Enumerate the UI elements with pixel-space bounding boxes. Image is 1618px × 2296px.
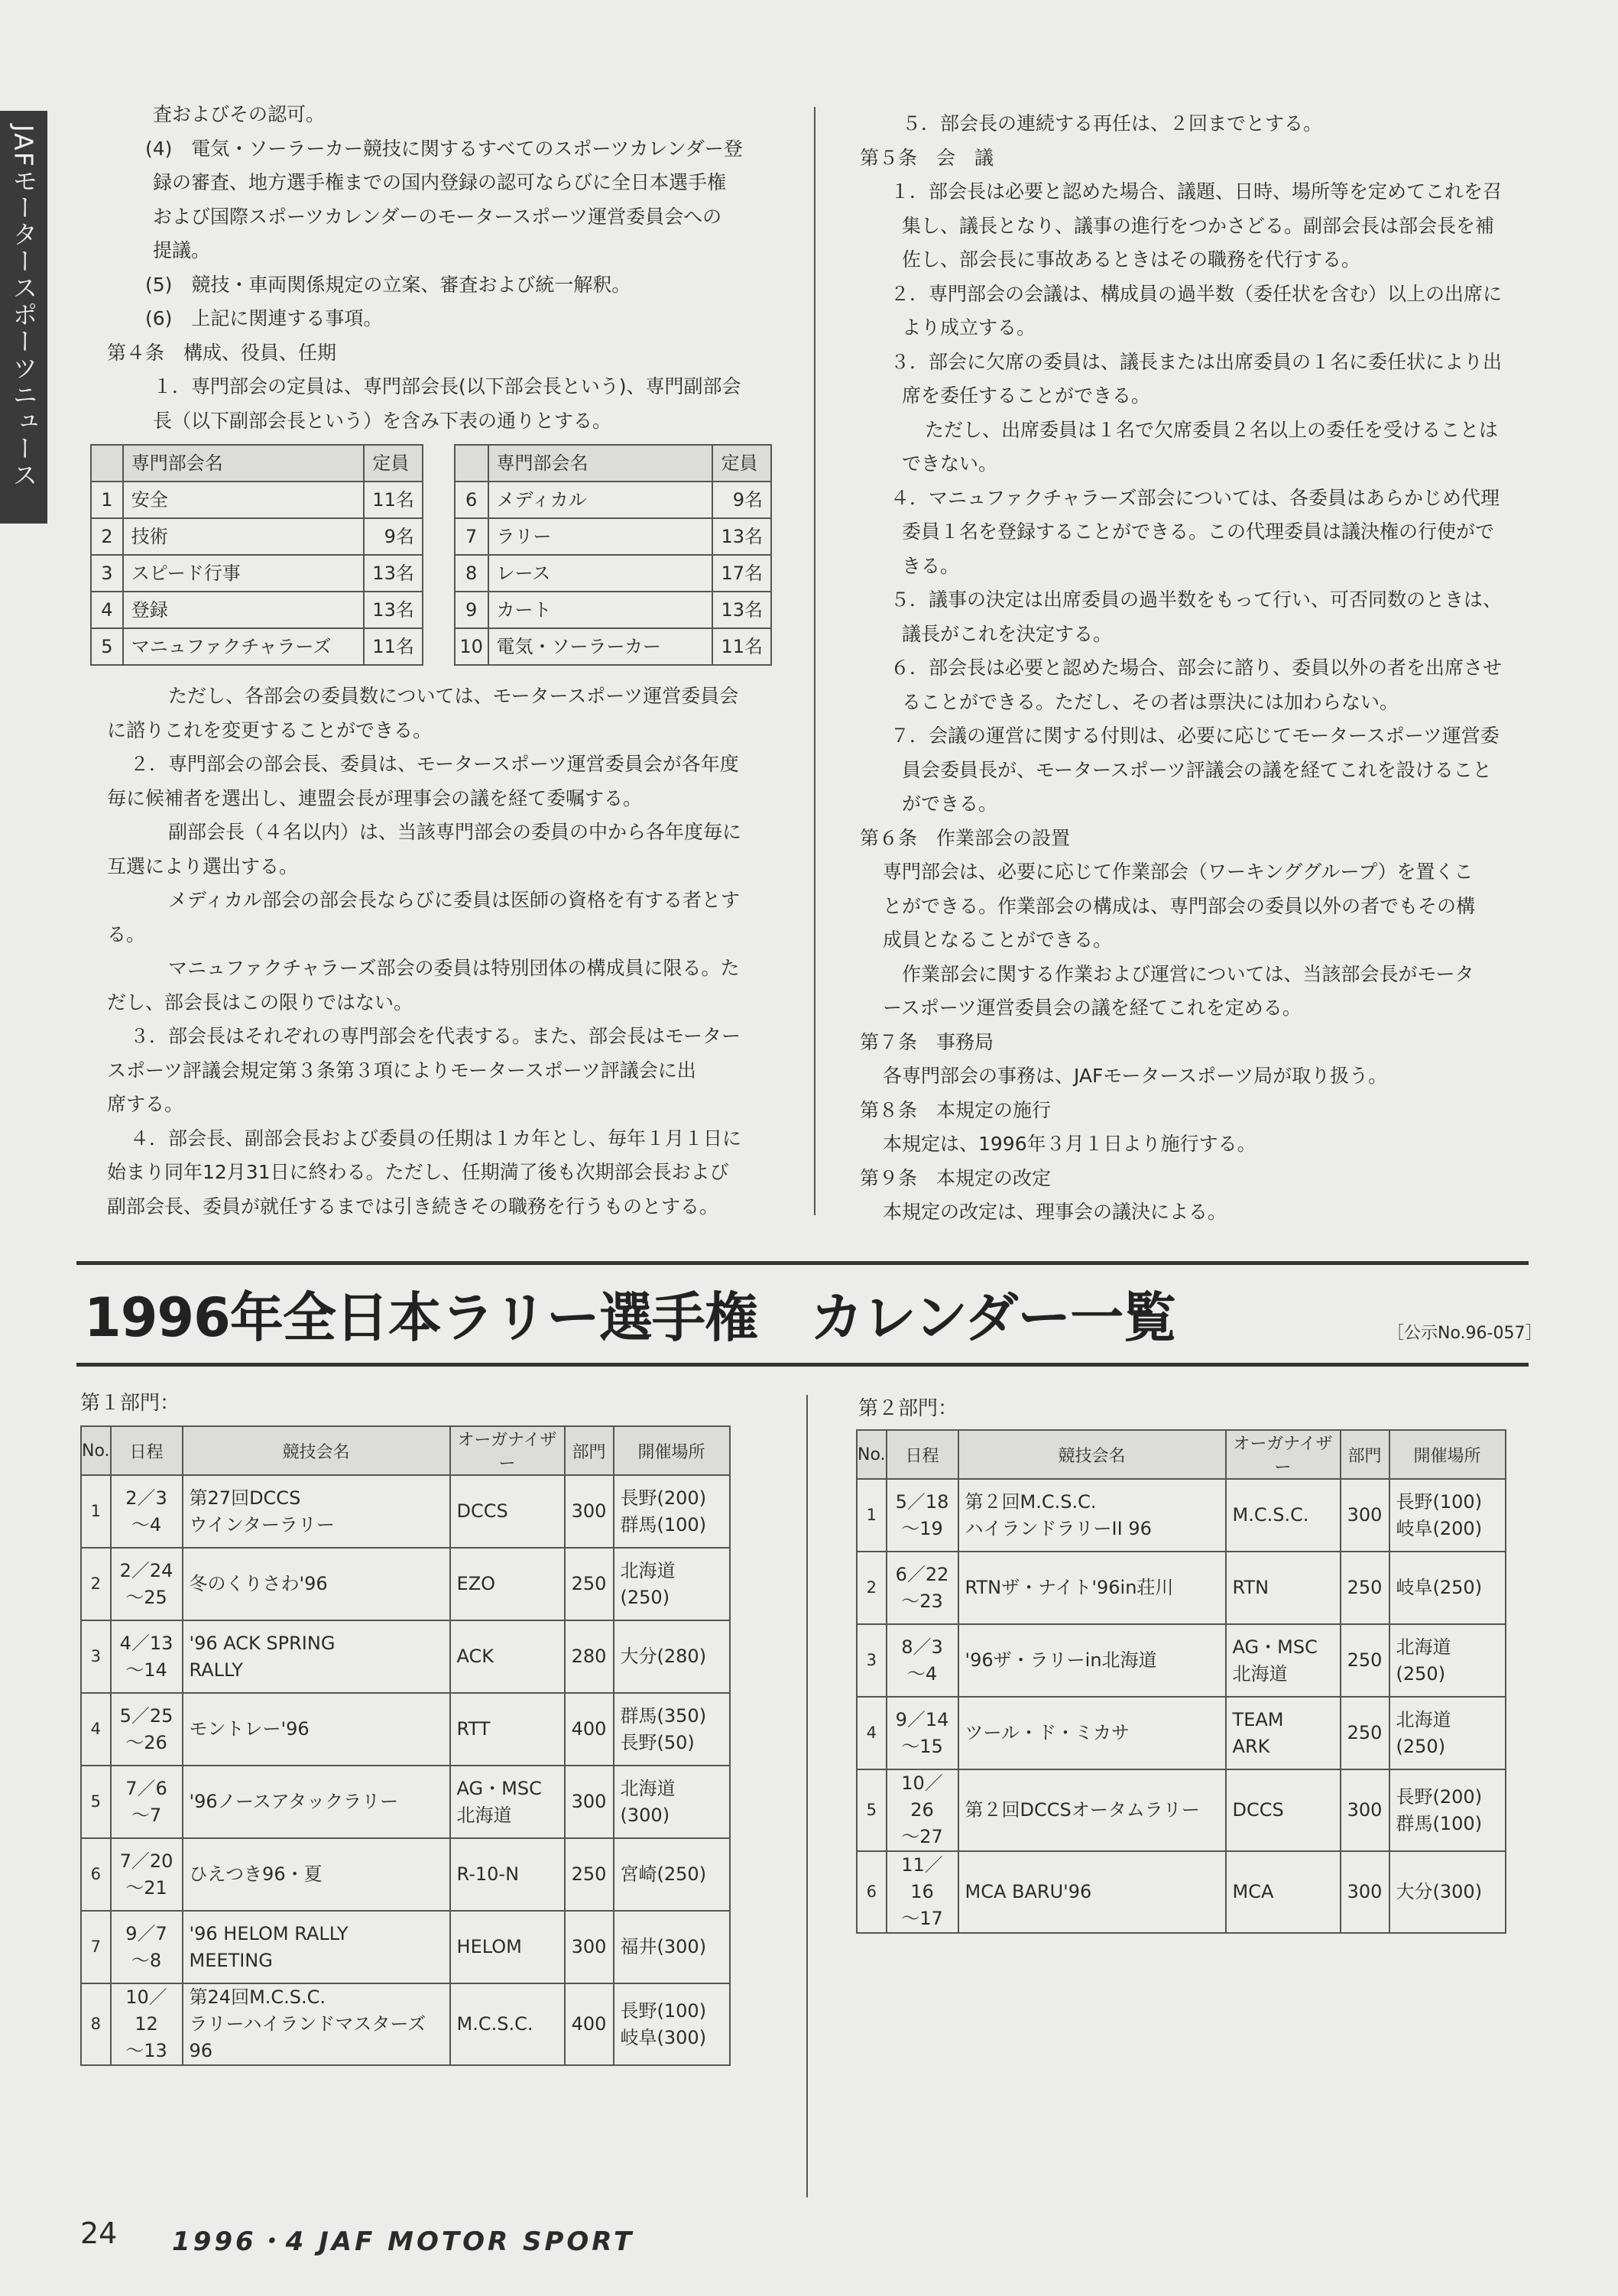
text-line: (5) 競技・車両関係規定の立案、審査および統一解釈。: [145, 273, 631, 296]
left-text-column: [101, 98, 772, 1224]
committee-no: 1: [91, 482, 123, 518]
committee-name: 登録: [123, 592, 365, 628]
text-line: ２．専門部会の部会長、委員は、モータースポーツ運営委員会が各年度: [130, 753, 739, 775]
col-category: 部門: [1341, 1430, 1389, 1479]
text-line: 作業部会に関する作業および運営については、当該部会長がモータ: [902, 962, 1474, 985]
committee-quota: 11名: [364, 628, 423, 665]
event-row: [81, 1983, 730, 2065]
event-date: 7／6 ～7: [111, 1766, 183, 1838]
event-category: 400: [565, 1693, 614, 1766]
text-line: 副部会長（４名以内）は、当該専門部会の委員の中から各年度毎に: [168, 821, 742, 843]
page-number: 24: [80, 2217, 118, 2250]
text-line: ２．専門部会の会議は、構成員の過半数（委任状を含む）以上の出席に: [890, 282, 1503, 305]
event-name: '96 ACK SPRING RALLY: [183, 1620, 450, 1693]
text-line: 互選により選出する。: [107, 855, 299, 877]
committee-table-right: [454, 444, 772, 666]
text-line: 毎に候補者を選出し、連盟会長が理事会の議を経て委嘱する。: [107, 786, 643, 809]
event-category: 250: [1341, 1552, 1389, 1624]
event-no: 5: [81, 1766, 111, 1838]
committee-row: [91, 555, 423, 592]
col-organizer: オーガナイザー: [1226, 1430, 1341, 1479]
event-venue: 長野(200) 群馬(100): [614, 1475, 730, 1548]
committee-name: マニュファクチャラーズ: [123, 628, 365, 665]
event-name: RTNザ・ナイト'96in荘川: [958, 1552, 1226, 1624]
committee-name: ラリー: [488, 518, 713, 555]
event-row: [857, 1697, 1506, 1769]
event-category: 300: [565, 1766, 614, 1838]
text-line: きる。: [902, 554, 960, 577]
text-line: １．部会長は必要と認めた場合、議題、日時、場所等を定めてこれを召: [890, 180, 1503, 203]
event-no: 7: [81, 1911, 111, 1983]
event-row: [857, 1769, 1506, 1851]
event-no: 3: [81, 1620, 111, 1693]
event-organizer: RTN: [1226, 1552, 1341, 1624]
event-row: [81, 1475, 730, 1548]
committee-table-header: [91, 445, 423, 482]
header-no: [455, 445, 488, 482]
text-line: できない。: [902, 452, 998, 475]
committee-quota: 9名: [364, 518, 423, 555]
event-name: 冬のくりさわ'96: [183, 1548, 450, 1620]
right-text-lines: [860, 107, 1536, 1230]
event-row: [857, 1479, 1506, 1552]
event-no: 4: [857, 1697, 887, 1769]
text-line: 提議。: [153, 239, 211, 261]
event-date: 10／26 ～27: [887, 1769, 958, 1851]
event-date: 9／14 ～15: [887, 1697, 958, 1769]
calendar-title: 1996年全日本ラリー選手権 カレンダー一覧: [84, 1286, 1176, 1349]
event-row: [81, 1620, 730, 1693]
committee-quota: 13名: [364, 555, 423, 592]
committee-no: 5: [91, 628, 123, 665]
text-line: ースポーツ運営委員会の議を経てこれを定める。: [883, 997, 1302, 1019]
event-no: 8: [81, 1983, 111, 2065]
text-line: 始まり同年12月31日に終わる。ただし、任期満了後も次期部会長および: [107, 1161, 729, 1183]
text-line: ６．部会長は必要と認めた場合、部会に諮り、委員以外の者を出席させ: [890, 657, 1503, 679]
event-name: '96 HELOM RALLY MEETING: [183, 1911, 450, 1983]
committee-no: 10: [455, 628, 488, 665]
event-category: 280: [565, 1620, 614, 1693]
event-organizer: DCCS: [1226, 1769, 1341, 1851]
event-date: 2／3 ～4: [111, 1475, 183, 1548]
event-date: 5／18 ～19: [887, 1479, 958, 1552]
text-line: 席する。: [107, 1093, 184, 1115]
section1-label: 第１部門：: [80, 1392, 180, 1415]
event-venue: 群馬(350) 長野(50): [614, 1693, 730, 1766]
committee-name: レース: [488, 555, 713, 592]
committee-name: メディカル: [488, 482, 713, 518]
event-row: [857, 1624, 1506, 1697]
title-rule-top: [76, 1261, 1529, 1265]
text-line: 第６条 作業部会の設置: [860, 826, 1071, 849]
event-row: [81, 1766, 730, 1838]
header-no: [91, 445, 123, 482]
title-rule-bottom: [76, 1363, 1529, 1367]
committee-no: 3: [91, 555, 123, 592]
text-line: および国際スポーツカレンダーのモータースポーツ運営委員会への: [153, 205, 722, 228]
text-line: 本規定の改定は、理事会の議決による。: [883, 1201, 1227, 1223]
event-row: [857, 1851, 1506, 1933]
event-no: 2: [81, 1548, 111, 1620]
event-venue: 岐阜(250): [1389, 1552, 1506, 1624]
event-date: 7／20 ～21: [111, 1838, 183, 1911]
event-date: 9／7 ～8: [111, 1911, 183, 1983]
col-venue: 開催場所: [1389, 1430, 1506, 1479]
event-category: 250: [565, 1838, 614, 1911]
event-no: 5: [857, 1769, 887, 1851]
col-no: No.: [81, 1426, 111, 1475]
event-row: [81, 1838, 730, 1911]
committee-no: 6: [455, 482, 488, 518]
text-line: 第４条 構成、役員、任期: [107, 341, 337, 364]
text-line: だし、部会長はこの限りではない。: [107, 991, 413, 1013]
event-organizer: MCA: [1226, 1851, 1341, 1933]
event-venue: 北海道(250): [1389, 1697, 1506, 1769]
event-date: 4／13 ～14: [111, 1620, 183, 1693]
text-line: ３．部会長はそれぞれの専門部会を代表する。また、部会長はモーター: [130, 1025, 741, 1047]
text-line: 第９条 本規定の改定: [860, 1166, 1052, 1189]
event-organizer: AG・MSC 北海道: [1226, 1624, 1341, 1697]
event-date: 2／24 ～25: [111, 1548, 183, 1620]
event-name: MCA BARU'96: [958, 1851, 1226, 1933]
col-name: 競技会名: [958, 1430, 1226, 1479]
committee-row: [455, 555, 771, 592]
event-no: 6: [81, 1838, 111, 1911]
event-category: 300: [1341, 1769, 1389, 1851]
event-venue: 北海道(300): [614, 1766, 730, 1838]
text-line: とができる。作業部会の構成は、専門部会の委員以外の者でもその構: [883, 894, 1476, 917]
event-organizer: DCCS: [450, 1475, 565, 1548]
text-line: 成員となることができる。: [883, 929, 1113, 951]
committee-quota: 13名: [364, 592, 423, 628]
event-venue: 宮崎(250): [614, 1838, 730, 1911]
text-line: ただし、各部会の委員数については、モータースポーツ運営委員会: [168, 685, 739, 707]
committee-row: [455, 592, 771, 628]
event-category: 300: [1341, 1851, 1389, 1933]
section2-label: 第２部門：: [858, 1397, 958, 1420]
text-line: る。: [107, 923, 146, 945]
header-name: 専門部会名: [123, 445, 365, 482]
event-name: 第２回DCCSオータムラリー: [958, 1769, 1226, 1851]
event-organizer: EZO: [450, 1548, 565, 1620]
calendar-divider: [806, 1395, 808, 2197]
committee-quota: 11名: [712, 628, 771, 665]
text-line: 集し、議長となり、議事の進行をつかさどる。副部会長は部会長を補: [902, 214, 1495, 237]
col-venue: 開催場所: [614, 1426, 730, 1475]
text-line: 佐し、部会長に事故あるときはその職務を代行する。: [902, 248, 1361, 271]
event-date: 11／16 ～17: [887, 1851, 958, 1933]
text-line: 第５条 会 議: [860, 146, 994, 169]
committee-row: [455, 518, 771, 555]
calendar-header-row: [857, 1430, 1506, 1479]
event-venue: 長野(200) 群馬(100): [1389, 1769, 1506, 1851]
text-line: 席を委任することができる。: [902, 384, 1151, 407]
text-line: スポーツ評議会規定第３条第３項によりモータースポーツ評議会に出: [107, 1059, 696, 1082]
column-divider: [814, 107, 815, 1215]
event-venue: 福井(300): [614, 1911, 730, 1983]
notice-number: ［公示No.96-057］: [1387, 1324, 1542, 1343]
event-name: '96ザ・ラリーin北海道: [958, 1624, 1226, 1697]
event-row: [81, 1548, 730, 1620]
committee-tables: [90, 444, 772, 666]
event-name: 第27回DCCS ウインターラリー: [183, 1475, 450, 1548]
col-date: 日程: [111, 1426, 183, 1475]
event-venue: 長野(100) 岐阜(200): [1389, 1479, 1506, 1552]
event-name: ひえつき96・夏: [183, 1838, 450, 1911]
event-venue: 北海道(250): [614, 1548, 730, 1620]
event-name: 第24回M.C.S.C. ラリーハイランドマスターズ96: [183, 1983, 450, 2065]
side-tab-label: JAFモータースポーツニュース: [8, 125, 39, 489]
event-organizer: RTT: [450, 1693, 565, 1766]
text-line: に諮りこれを変更することができる。: [107, 718, 433, 741]
text-line: 議長がこれを決定する。: [902, 622, 1113, 645]
text-line: ５．部会長の連続する再任は、２回までとする。: [902, 112, 1323, 135]
event-date: 10／12 ～13: [111, 1983, 183, 2065]
event-no: 1: [857, 1479, 887, 1552]
col-name: 競技会名: [183, 1426, 450, 1475]
right-text-column: [860, 107, 1536, 1230]
committee-name: 技術: [123, 518, 365, 555]
calendar-header-row: [81, 1426, 730, 1475]
left-text-bottom: [107, 679, 772, 1224]
event-row: [81, 1693, 730, 1766]
text-line: 本規定は、1996年３月１日より施行する。: [883, 1133, 1256, 1155]
committee-name: スピード行事: [123, 555, 365, 592]
committee-row: [455, 628, 771, 665]
event-name: '96ノースアタックラリー: [183, 1766, 450, 1838]
committee-quota: 13名: [712, 592, 771, 628]
event-organizer: TEAM ARK: [1226, 1697, 1341, 1769]
committee-row: [91, 518, 423, 555]
event-name: 第２回M.C.S.C. ハイランドラリーII 96: [958, 1479, 1226, 1552]
committee-no: 9: [455, 592, 488, 628]
text-line: １．専門部会の定員は、専門部会長(以下部会長という)、専門副部会: [153, 375, 741, 397]
committee-row: [91, 482, 423, 518]
committee-no: 8: [455, 555, 488, 592]
header-name: 専門部会名: [488, 445, 713, 482]
event-date: 8／3 ～4: [887, 1624, 958, 1697]
event-category: 300: [565, 1475, 614, 1548]
text-line: ５．議事の決定は出席委員の過半数をもって行い、可否同数のときは、: [890, 589, 1503, 611]
event-no: 2: [857, 1552, 887, 1624]
text-line: ができる。: [902, 793, 998, 815]
calendar-table-section2: [856, 1429, 1506, 1934]
text-line: ４．部会長、副部会長および委員の任期は１カ年とし、毎年１月１日に: [130, 1127, 742, 1150]
left-text-top: [107, 98, 772, 438]
event-organizer: ACK: [450, 1620, 565, 1693]
calendar-table-section1: [80, 1425, 731, 2066]
col-category: 部門: [565, 1426, 614, 1475]
text-line: マニュファクチャラーズ部会の委員は特別団体の構成員に限る。た: [168, 957, 740, 979]
committee-row: [91, 592, 423, 628]
event-name: ツール・ド・ミカサ: [958, 1697, 1226, 1769]
header-quota: 定員: [364, 445, 423, 482]
text-line: より成立する。: [902, 316, 1036, 339]
event-row: [857, 1552, 1506, 1624]
event-venue: 長野(100) 岐阜(300): [614, 1983, 730, 2065]
event-no: 3: [857, 1624, 887, 1697]
text-line: ７．会議の運営に関する付則は、必要に応じてモータースポーツ運営委: [890, 725, 1500, 747]
text-line: ４．マニュファクチャラーズ部会については、各委員はあらかじめ代理: [890, 486, 1500, 509]
text-line: (4) 電気・ソーラーカー競技に関するすべてのスポーツカレンダー登: [145, 137, 743, 160]
event-category: 250: [1341, 1624, 1389, 1697]
text-line: ることができる。ただし、その者は票決には加わらない。: [902, 690, 1399, 713]
event-date: 6／22 ～23: [887, 1552, 958, 1624]
committee-quota: 11名: [364, 482, 423, 518]
text-line: 第８条 本規定の施行: [860, 1098, 1052, 1121]
committee-name: カート: [488, 592, 713, 628]
committee-no: 7: [455, 518, 488, 555]
event-row: [81, 1911, 730, 1983]
committee-name: 電気・ソーラーカー: [488, 628, 713, 665]
section-side-tab: [0, 111, 47, 524]
committee-quota: 17名: [712, 555, 771, 592]
committee-quota: 13名: [712, 518, 771, 555]
event-no: 6: [857, 1851, 887, 1933]
magazine-footer: 1996・4 JAF MOTOR SPORT: [172, 2226, 635, 2257]
col-no: No.: [857, 1430, 887, 1479]
text-line: 第７条 事務局: [860, 1030, 994, 1053]
event-date: 5／25 ～26: [111, 1693, 183, 1766]
text-line: 録の審査、地方選手権までの国内登録の認可ならびに全日本選手権: [153, 171, 727, 193]
committee-no: 2: [91, 518, 123, 555]
text-line: 各専門部会の事務は、JAFモータースポーツ局が取り扱う。: [883, 1065, 1388, 1087]
text-line: ただし、出席委員は１名で欠席委員２名以上の委任を受けることは: [925, 418, 1499, 441]
text-line: 専門部会は、必要に応じて作業部会（ワーキンググループ）を置くこ: [883, 861, 1474, 883]
text-line: 長（以下副部会長という）を含み下表の通りとする。: [153, 409, 612, 432]
event-category: 300: [565, 1911, 614, 1983]
col-date: 日程: [887, 1430, 958, 1479]
event-venue: 大分(300): [1389, 1851, 1506, 1933]
committee-name: 安全: [123, 482, 365, 518]
event-venue: 北海道(250): [1389, 1624, 1506, 1697]
event-venue: 大分(280): [614, 1620, 730, 1693]
header-quota: 定員: [712, 445, 771, 482]
event-no: 1: [81, 1475, 111, 1548]
text-line: 員会委員長が、モータースポーツ評議会の議を経てこれを設けること: [902, 758, 1492, 781]
event-organizer: R-10-N: [450, 1838, 565, 1911]
event-organizer: M.C.S.C.: [1226, 1479, 1341, 1552]
event-category: 400: [565, 1983, 614, 2065]
committee-table-left: [90, 444, 423, 666]
committee-table-header: [455, 445, 771, 482]
event-category: 250: [1341, 1697, 1389, 1769]
event-category: 250: [565, 1548, 614, 1620]
text-line: 副部会長、委員が就任するまでは引き続きその職務を行うものとする。: [107, 1195, 719, 1218]
event-organizer: AG・MSC 北海道: [450, 1766, 565, 1838]
event-name: モントレー'96: [183, 1693, 450, 1766]
event-organizer: M.C.S.C.: [450, 1983, 565, 2065]
text-line: 査およびその認可。: [153, 103, 326, 125]
text-line: (6) 上記に関連する事項。: [145, 307, 383, 329]
event-organizer: HELOM: [450, 1911, 565, 1983]
text-line: 委員１名を登録することができる。この代理委員は議決権の行使がで: [902, 520, 1495, 543]
committee-no: 4: [91, 592, 123, 628]
committee-row: [455, 482, 771, 518]
text-line: ３．部会に欠席の委員は、議長または出席委員の１名に委任状により出: [890, 350, 1503, 373]
event-no: 4: [81, 1693, 111, 1766]
event-category: 300: [1341, 1479, 1389, 1552]
committee-row: [91, 628, 423, 665]
col-organizer: オーガナイザー: [450, 1426, 565, 1475]
text-line: メディカル部会の部会長ならびに委員は医師の資格を有する者とす: [168, 889, 741, 911]
committee-quota: 9名: [712, 482, 771, 518]
